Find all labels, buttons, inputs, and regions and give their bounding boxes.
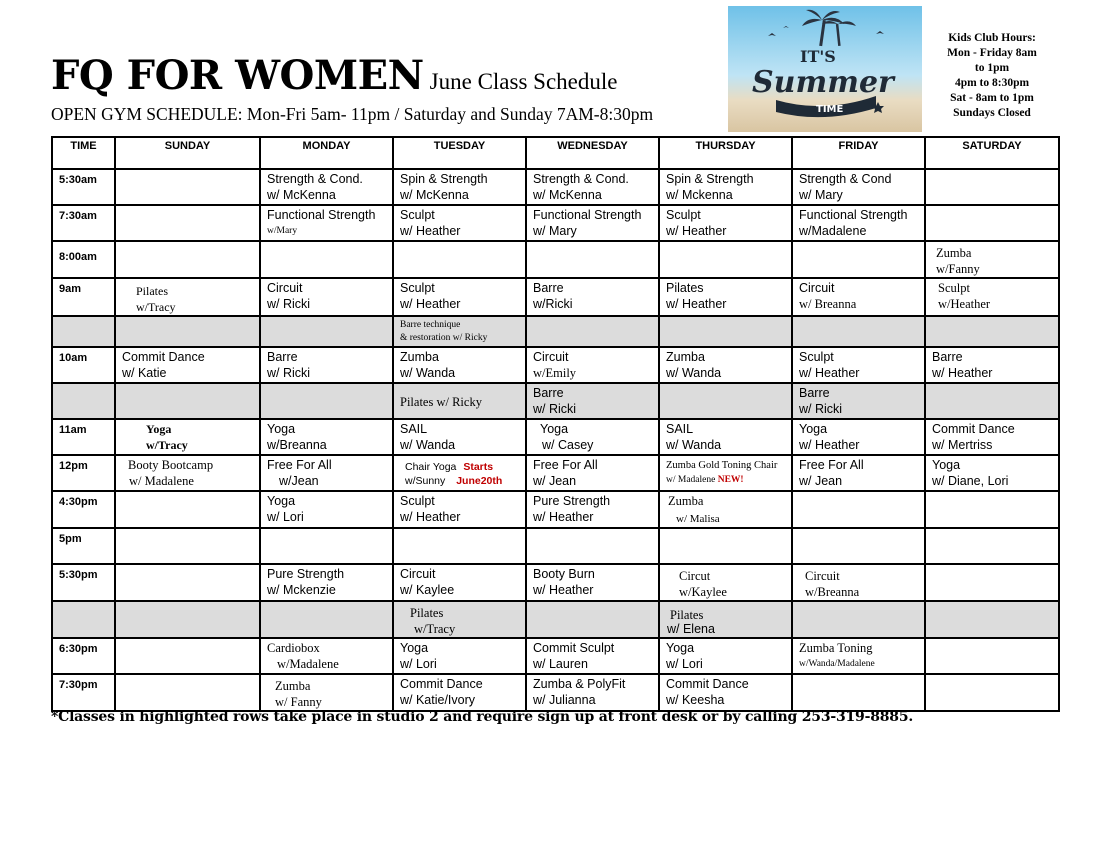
class-cell (925, 674, 1059, 711)
class-cell: Commit Dance w/ Katie (115, 347, 260, 383)
class-cell: Booty Burn w/ Heather (526, 564, 659, 601)
time-cell: 5:30am (52, 169, 115, 205)
class-cell: Circuit w/ Kaylee (393, 564, 526, 601)
class-cell (115, 169, 260, 205)
class-cell: Sculpt w/Heather (925, 278, 1059, 316)
class-cell: Zumba Toning w/Wanda/Madalene (792, 638, 925, 674)
class-cell: Strength & Cond. w/ McKenna (526, 169, 659, 205)
summer-banner-image (728, 6, 922, 132)
class-cell (115, 674, 260, 711)
table-row-studio2 (52, 383, 1059, 419)
class-cell (925, 601, 1059, 638)
class-cell (659, 383, 792, 419)
col-header-sunday: SUNDAY (115, 137, 260, 169)
class-cell (792, 241, 925, 278)
class-cell (393, 241, 526, 278)
col-header-time: TIME (52, 137, 115, 169)
class-cell: Sculpt w/ Heather (792, 347, 925, 383)
new-badge: NEW! (717, 475, 744, 485)
class-cell: Free For All w/Jean (260, 455, 393, 491)
class-cell (925, 383, 1059, 419)
kids-club-line: Sundays Closed (953, 107, 1031, 119)
class-cell: Zumba w/ Malisa (659, 491, 792, 528)
open-gym-schedule: OPEN GYM SCHEDULE: Mon-Fri 5am- 11pm / Saturday and Sunday 7AM-8:30pm (51, 104, 654, 124)
class-cell (925, 169, 1059, 205)
class-cell: Pilates w/Tracy (393, 601, 526, 638)
table-row (52, 419, 1059, 455)
class-cell (792, 601, 925, 638)
class-cell (115, 205, 260, 241)
class-cell: Circuit w/ Ricki (260, 278, 393, 316)
kids-club-line: Sat - 8am to 1pm (950, 92, 1034, 104)
class-cell: Zumba Gold Toning Chair w/ Madalene NEW! (659, 455, 792, 491)
class-cell (393, 528, 526, 564)
page-subtitle: June Class Schedule (429, 69, 618, 94)
class-cell (925, 316, 1059, 347)
class-cell (925, 205, 1059, 241)
class-cell: Circuit w/Breanna (792, 564, 925, 601)
class-cell: Spin & Strength w/ McKenna (393, 169, 526, 205)
col-header-saturday: SATURDAY (925, 137, 1059, 169)
class-cell (792, 674, 925, 711)
kids-club-hours (928, 31, 1056, 121)
class-cell (925, 564, 1059, 601)
page-title-line (51, 52, 617, 99)
time-cell: 5:30pm (52, 564, 115, 601)
time-cell: 8:00am (52, 241, 115, 278)
kids-club-line: to 1pm (974, 62, 1010, 74)
class-cell: Pilates w/ Heather (659, 278, 792, 316)
class-cell (115, 316, 260, 347)
class-cell: Functional Strength w/Mary (260, 205, 393, 241)
table-row (52, 564, 1059, 601)
table-row (52, 347, 1059, 383)
class-cell (115, 564, 260, 601)
class-cell: Barre w/ Ricki (792, 383, 925, 419)
class-cell (526, 601, 659, 638)
col-header-thursday: THURSDAY (659, 137, 792, 169)
starts-note: Starts (463, 461, 494, 473)
class-cell (659, 528, 792, 564)
time-cell: 12pm (52, 455, 115, 491)
class-cell: Commit Dance w/ Mertriss (925, 419, 1059, 455)
table-row (52, 241, 1059, 278)
class-cell: Yoga w/ Lori (659, 638, 792, 674)
class-cell: Spin & Strength w/ Mckenna (659, 169, 792, 205)
class-cell: Free For All w/ Jean (792, 455, 925, 491)
class-cell (925, 491, 1059, 528)
class-cell (526, 241, 659, 278)
class-cell: Pilates w/Tracy (115, 278, 260, 316)
time-cell: 6:30pm (52, 638, 115, 674)
class-cell (260, 241, 393, 278)
table-row (52, 169, 1059, 205)
time-cell: 4:30pm (52, 491, 115, 528)
class-cell: Zumba w/ Wanda (659, 347, 792, 383)
time-cell: 10am (52, 347, 115, 383)
class-cell: Zumba w/Fanny (925, 241, 1059, 278)
class-cell (659, 316, 792, 347)
time-cell (52, 316, 115, 347)
class-cell: Functional Strength w/Madalene (792, 205, 925, 241)
summer-time-illustration (728, 6, 922, 132)
class-cell (792, 316, 925, 347)
class-cell: Sculpt w/ Heather (393, 205, 526, 241)
class-schedule-table (51, 136, 1060, 712)
class-cell: Barre w/ Heather (925, 347, 1059, 383)
class-cell (115, 491, 260, 528)
class-cell (526, 528, 659, 564)
class-cell (115, 528, 260, 564)
class-cell: Barre w/ Ricki (260, 347, 393, 383)
table-header-row (52, 137, 1059, 169)
kids-club-line: Kids Club Hours: (948, 32, 1036, 44)
class-cell (260, 383, 393, 419)
class-cell: Sculpt w/ Heather (393, 491, 526, 528)
start-date-note: June20th (456, 475, 503, 487)
class-cell: Circuit w/ Breanna (792, 278, 925, 316)
class-cell: Zumba w/ Wanda (393, 347, 526, 383)
class-cell: Cardiobox w/Madalene (260, 638, 393, 674)
time-cell: 7:30am (52, 205, 115, 241)
class-cell: Circuit w/Emily (526, 347, 659, 383)
class-cell (260, 601, 393, 638)
class-cell: Pilates w/ Ricky (393, 383, 526, 419)
class-cell: Circut w/Kaylee (659, 564, 792, 601)
class-cell (659, 241, 792, 278)
time-cell: 5pm (52, 528, 115, 564)
col-header-monday: MONDAY (260, 137, 393, 169)
class-cell: Yoga w/Tracy (115, 419, 260, 455)
class-cell: Zumba & PolyFit w/ Julianna (526, 674, 659, 711)
class-cell (925, 528, 1059, 564)
class-cell: Sculpt w/ Heather (393, 278, 526, 316)
class-cell (115, 383, 260, 419)
col-header-tuesday: TUESDAY (393, 137, 526, 169)
time-cell: 9am (52, 278, 115, 316)
class-cell: Yoga w/Breanna (260, 419, 393, 455)
class-cell: Barre w/Ricki (526, 278, 659, 316)
table-row-studio2 (52, 316, 1059, 347)
table-row (52, 491, 1059, 528)
class-cell: Strength & Cond w/ Mary (792, 169, 925, 205)
class-cell: Yoga w/ Casey (526, 419, 659, 455)
class-cell: Booty Bootcamp w/ Madalene (115, 455, 260, 491)
class-cell: Yoga w/ Lori (393, 638, 526, 674)
class-cell (115, 601, 260, 638)
class-cell (260, 316, 393, 347)
class-cell: Barre w/ Ricki (526, 383, 659, 419)
class-cell (925, 638, 1059, 674)
time-cell (52, 601, 115, 638)
time-cell: 7:30pm (52, 674, 115, 711)
studio2-footnote: *Classes in highlighted rows take place in studio 2 and require sign up at front desk or by calling 253-319-8885. (51, 709, 914, 725)
class-cell: Yoga w/ Heather (792, 419, 925, 455)
class-cell (526, 316, 659, 347)
col-header-wednesday: WEDNESDAY (526, 137, 659, 169)
class-cell (115, 638, 260, 674)
table-row (52, 674, 1059, 711)
banner-text-time: TIME (816, 104, 844, 115)
class-cell (792, 528, 925, 564)
class-cell: Strength & Cond. w/ McKenna (260, 169, 393, 205)
table-row (52, 455, 1059, 491)
class-cell: Zumba w/ Fanny (260, 674, 393, 711)
class-cell: Chair Yoga Starts w/Sunny June20th (393, 455, 526, 491)
class-cell (115, 241, 260, 278)
class-cell: Free For All w/ Jean (526, 455, 659, 491)
class-cell: Yoga w/ Diane, Lori (925, 455, 1059, 491)
class-cell: Yoga w/ Lori (260, 491, 393, 528)
class-cell: Barre technique & restoration w/ Ricky (393, 316, 526, 347)
table-row (52, 638, 1059, 674)
class-cell: Sculpt w/ Heather (659, 205, 792, 241)
banner-text-summer: Summer (752, 65, 894, 100)
table-row-studio2 (52, 601, 1059, 638)
class-cell: Functional Strength w/ Mary (526, 205, 659, 241)
page-title: FQ FOR WOMEN (51, 52, 424, 99)
class-cell: Commit Dance w/ Katie/Ivory (393, 674, 526, 711)
table-row (52, 278, 1059, 316)
class-cell: Commit Sculpt w/ Lauren (526, 638, 659, 674)
time-cell: 11am (52, 419, 115, 455)
col-header-friday: FRIDAY (792, 137, 925, 169)
class-cell: SAIL w/ Wanda (393, 419, 526, 455)
table-row (52, 528, 1059, 564)
class-cell (792, 491, 925, 528)
class-cell: Pure Strength w/ Heather (526, 491, 659, 528)
class-cell: SAIL w/ Wanda (659, 419, 792, 455)
class-cell: Pure Strength w/ Mckenzie (260, 564, 393, 601)
banner-text-its: IT'S (800, 47, 836, 66)
kids-club-line: Mon - Friday 8am (947, 47, 1037, 59)
class-cell (260, 528, 393, 564)
table-row (52, 205, 1059, 241)
kids-club-line: 4pm to 8:30pm (954, 77, 1030, 89)
time-cell (52, 383, 115, 419)
class-cell: Pilates w/ Elena (659, 601, 792, 638)
class-cell: Commit Dance w/ Keesha (659, 674, 792, 711)
